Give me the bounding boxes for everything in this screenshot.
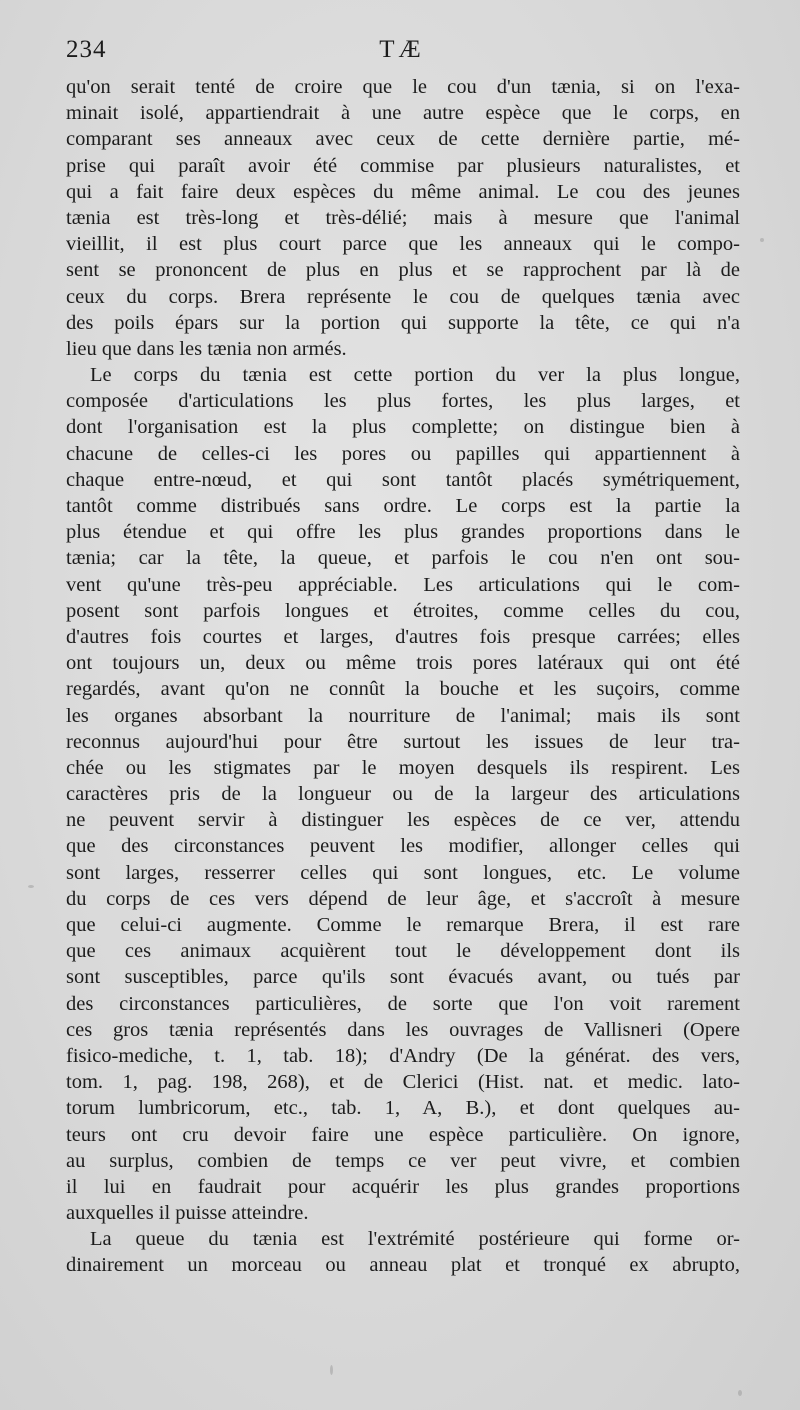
text-line: sont larges, resserrer celles qui sont longues, etc. Le volume bbox=[66, 861, 740, 884]
paragraph-end-line: auxquelles il puisse atteindre. bbox=[66, 1202, 309, 1225]
text-line: tænia est très-long et très-délié; mais à mesure que l'animal bbox=[66, 206, 740, 229]
text-line: que ces animaux acquièrent tout le développement dont ils bbox=[66, 940, 740, 963]
ink-speck bbox=[28, 885, 34, 888]
text-line: les organes absorbant la nourriture de l'animal; mais ils sont bbox=[66, 704, 740, 727]
text-line: posent sont parfois longues et étroites, comme celles du cou, bbox=[66, 599, 740, 622]
text-line: minait isolé, appartiendrait à une autre espèce que le corps, en bbox=[66, 102, 740, 125]
text-line: que celui-ci augmente. Comme le remarque Brera, il est rare bbox=[66, 914, 740, 936]
text-line: chacune de celles-ci les pores ou papilles qui appartiennent à bbox=[66, 442, 740, 465]
text-line: tom. 1, pag. 198, 268), et de Clerici (Hist. nat. et medic. lato- bbox=[66, 1071, 740, 1094]
text-line: qu'on serait tenté de croire que le cou d'un tænia, si on l'exa- bbox=[66, 76, 740, 98]
text-line: prise qui paraît avoir été commise par plusieurs naturalistes, et bbox=[66, 154, 740, 177]
text-line: chaque entre-nœud, et qui sont tantôt placés symétriquement, bbox=[66, 468, 740, 491]
page-header bbox=[66, 36, 738, 70]
text-line: ne peuvent servir à distinguer les espèces de ce ver, attendu bbox=[66, 809, 740, 832]
text-line: d'autres fois courtes et larges, d'autres fois presque carrées; elles bbox=[66, 625, 740, 648]
text-line: des poils épars sur la portion qui supporte la tête, ce qui n'a bbox=[66, 311, 740, 334]
page-number: 234 bbox=[66, 36, 107, 63]
paragraph-end-line: lieu que dans les tænia non armés. bbox=[66, 337, 347, 360]
text-line: plus étendue et qui offre les plus grandes proportions dans le bbox=[66, 521, 740, 544]
ink-speck bbox=[330, 1365, 333, 1375]
text-line: vent qu'une très-peu appréciable. Les articulations qui le com- bbox=[66, 573, 740, 596]
text-line: chée ou les stigmates par le moyen desquels ils respirent. Les bbox=[66, 756, 740, 779]
text-line: vieillit, il est plus court parce que les anneaux qui le compo- bbox=[66, 233, 740, 256]
text-line: tænia; car la tête, la queue, et parfois le cou n'en ont sou- bbox=[66, 547, 740, 570]
text-line: teurs ont cru devoir faire une espèce particulière. On ignore, bbox=[66, 1123, 740, 1146]
text-line: sont susceptibles, parce qu'ils sont évacués avant, ou tués par bbox=[66, 966, 740, 989]
text-line: caractères pris de la longueur ou de la largeur des articulations bbox=[66, 783, 740, 806]
text-line: regardés, avant qu'on ne connût la bouche et les suçoirs, comme bbox=[66, 678, 740, 701]
text-line: comparant ses anneaux avec ceux de cette dernière partie, mé- bbox=[66, 128, 740, 151]
running-head: TÆ bbox=[379, 36, 425, 63]
text-line: dont l'organisation est la plus complette; on distingue bien à bbox=[66, 416, 740, 439]
text-line: composée d'articulations les plus fortes, les plus larges, et bbox=[66, 390, 740, 413]
paragraph-start-line: Le corps du tænia est cette portion du ver la plus longue, bbox=[90, 364, 740, 387]
text-line: au surplus, combien de temps ce ver peut vivre, et combien bbox=[66, 1149, 740, 1172]
body-text bbox=[66, 74, 740, 1279]
text-line: torum lumbricorum, etc., tab. 1, A, B.), et dont quelques au- bbox=[66, 1097, 740, 1120]
text-line: reconnus aujourd'hui pour être surtout les issues de leur tra- bbox=[66, 730, 740, 753]
ink-speck bbox=[760, 238, 764, 242]
text-line: ces gros tænia représentés dans les ouvrages de Vallisneri (Opere bbox=[66, 1018, 740, 1041]
text-line: dinairement un morceau ou anneau plat et tronqué ex abrupto, bbox=[66, 1254, 740, 1277]
text-line: sent se prononcent de plus en plus et se rapprochent par là de bbox=[66, 259, 740, 282]
ink-speck bbox=[738, 1390, 742, 1396]
text-line: ont toujours un, deux ou même trois pores latéraux qui ont été bbox=[66, 652, 740, 675]
paragraph-start-line: La queue du tænia est l'extrémité postérieure qui forme or- bbox=[90, 1228, 740, 1251]
text-line: il lui en faudrait pour acquérir les plus grandes proportions bbox=[66, 1175, 740, 1198]
text-line: ceux du corps. Brera représente le cou de quelques tænia avec bbox=[66, 285, 740, 308]
text-line: des circonstances particulières, de sorte que l'on voit rarement bbox=[66, 992, 740, 1015]
text-line: qui a fait faire deux espèces du même animal. Le cou des jeunes bbox=[66, 180, 740, 203]
text-line: du corps de ces vers dépend de leur âge, et s'accroît à mesure bbox=[66, 887, 740, 910]
text-line: fisico-mediche, t. 1, tab. 18); d'Andry (De la générat. des vers, bbox=[66, 1044, 740, 1067]
text-line: tantôt comme distribués sans ordre. Le corps est la partie la bbox=[66, 495, 740, 517]
text-line: que des circonstances peuvent les modifier, allonger celles qui bbox=[66, 835, 740, 858]
